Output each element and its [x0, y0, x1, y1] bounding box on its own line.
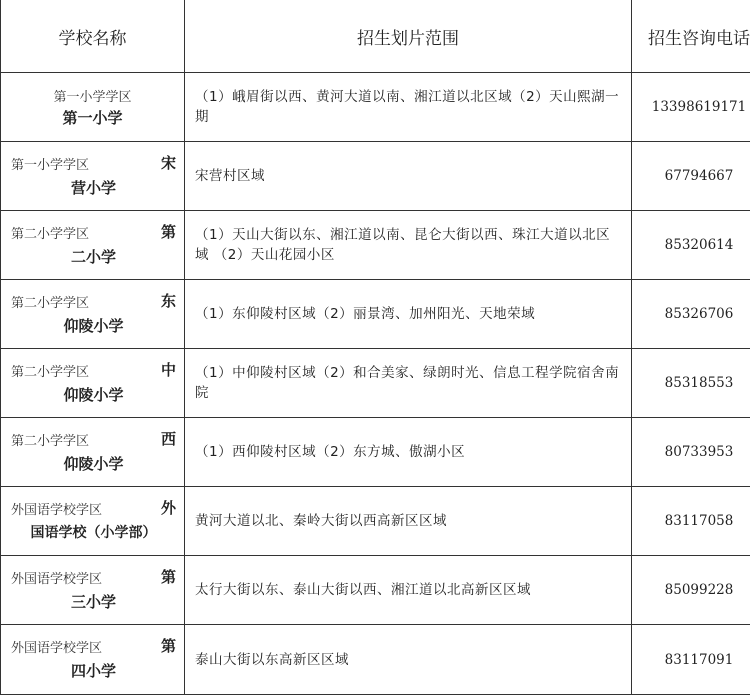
zone-name: 第二小学学区 — [11, 292, 176, 311]
table-row — [1, 280, 750, 349]
header-phone: 招生咨询电话 — [632, 0, 750, 73]
table-row — [1, 349, 750, 418]
range-cell: 黄河大道以北、秦岭大街以西高新区区域 — [185, 487, 632, 556]
header-enrollment-range: 招生划片范围 — [185, 0, 632, 73]
phone-cell: 13398619171 — [632, 73, 750, 142]
zone-name: 外国语学校学区 — [11, 637, 176, 656]
zone-name: 外国语学校学区 — [11, 568, 176, 587]
table-row — [1, 211, 750, 280]
school-cell — [1, 73, 185, 142]
header-school-name: 学校名称 — [1, 0, 185, 73]
school-cell — [1, 487, 185, 556]
school-name-head: 第 — [161, 635, 176, 656]
school-name-tail: 三小学 — [11, 591, 176, 612]
range-cell: （1）东仰陵村区域（2）丽景湾、加州阳光、天地荣域 — [185, 280, 632, 349]
school-name-tail: 四小学 — [11, 660, 176, 681]
range-cell: 太行大街以东、泰山大街以西、湘江道以北高新区区域 — [185, 556, 632, 625]
school-cell — [1, 556, 185, 625]
table-row — [1, 418, 750, 487]
phone-cell: 85326706 — [632, 280, 750, 349]
school-cell — [1, 280, 185, 349]
table-row — [1, 487, 750, 556]
table-row — [1, 73, 750, 142]
range-cell: （1）天山大街以东、湘江道以南、昆仑大街以西、珠江大道以北区域 （2）天山花园小区 — [185, 211, 632, 280]
school-cell — [1, 211, 185, 280]
table-row — [1, 142, 750, 211]
school-name-tail: 仰陵小学 — [11, 384, 176, 405]
school-name-head: 中 — [161, 359, 176, 380]
phone-cell: 85318553 — [632, 349, 750, 418]
phone-cell: 83117058 — [632, 487, 750, 556]
table-row — [1, 625, 750, 695]
phone-cell: 83117091 — [632, 625, 750, 695]
school-name-tail: 仰陵小学 — [11, 453, 176, 474]
school-name: 第一小学 — [62, 107, 122, 128]
school-name-head: 东 — [161, 290, 176, 311]
header-row — [1, 0, 750, 73]
school-cell — [1, 142, 185, 211]
school-cell — [1, 349, 185, 418]
range-cell: （1）中仰陵村区域（2）和合美家、绿朗时光、信息工程学院宿舍南院 — [185, 349, 632, 418]
zone-name: 第二小学学区 — [11, 430, 176, 449]
school-name-tail: 营小学 — [11, 177, 176, 198]
range-cell: （1）峨眉街以西、黄河大道以南、湘江道以北区域（2）天山熙湖一期 — [185, 73, 632, 142]
zone-name: 第二小学学区 — [11, 223, 176, 242]
phone-cell: 85320614 — [632, 211, 750, 280]
phone-cell: 80733953 — [632, 418, 750, 487]
zone-name: 第一小学学区 — [11, 154, 176, 173]
school-name-tail: 二小学 — [11, 246, 176, 267]
range-cell: 泰山大街以东高新区区域 — [185, 625, 632, 695]
zone-name: 外国语学校学区 — [11, 499, 176, 518]
phone-cell: 67794667 — [632, 142, 750, 211]
school-cell — [1, 418, 185, 487]
school-name-tail: 仰陵小学 — [11, 315, 176, 336]
school-name-head: 外 — [161, 497, 176, 518]
school-cell — [1, 625, 185, 695]
range-cell: （1）西仰陵村区域（2）东方城、傲湖小区 — [185, 418, 632, 487]
zone-name: 第一小学学区 — [53, 86, 131, 105]
school-name-head: 第 — [161, 221, 176, 242]
school-name-head: 宋 — [161, 152, 176, 173]
school-name-head: 西 — [161, 428, 176, 449]
school-name-head: 第 — [161, 566, 176, 587]
phone-cell: 85099228 — [632, 556, 750, 625]
zone-name: 第二小学学区 — [11, 361, 176, 380]
range-cell: 宋营村区域 — [185, 142, 632, 211]
table-row — [1, 556, 750, 625]
school-name-tail: 国语学校（小学部） — [11, 522, 176, 542]
